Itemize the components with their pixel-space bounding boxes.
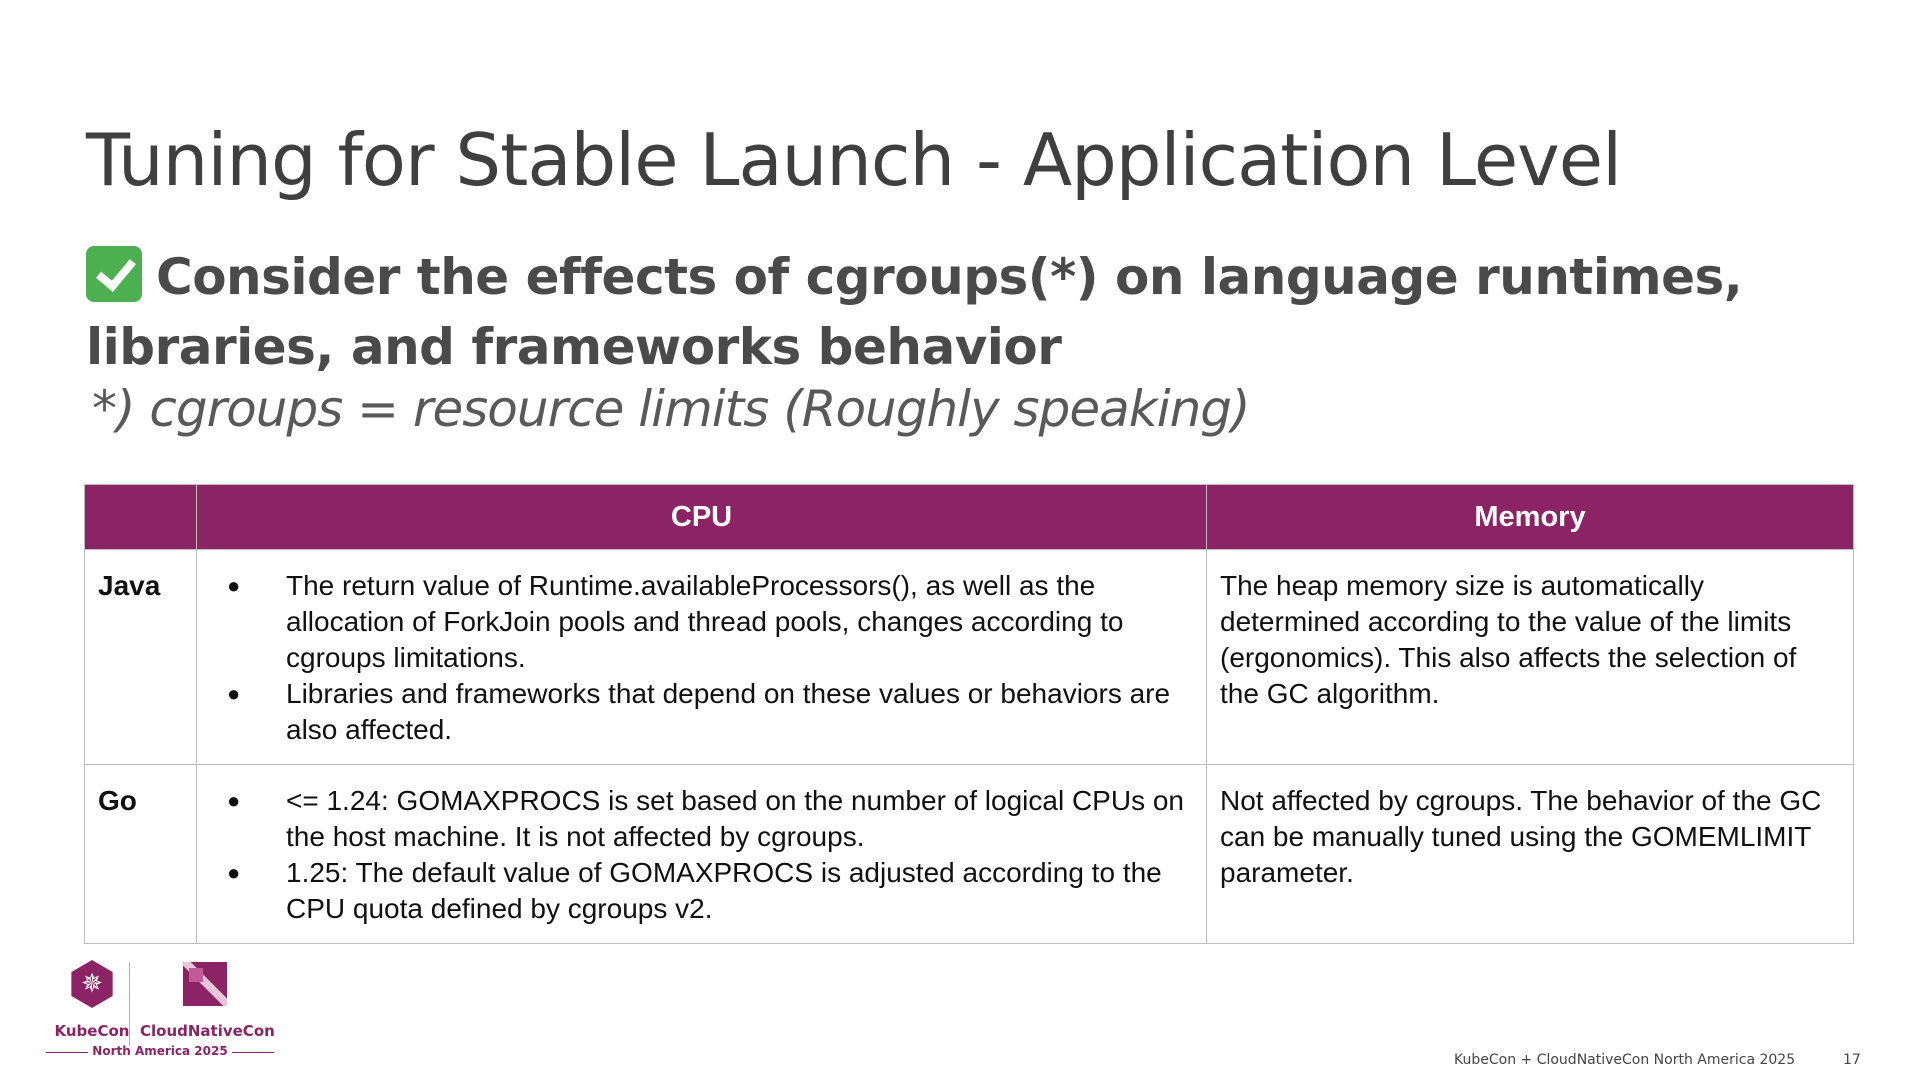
- table-header-row: [85, 485, 1854, 550]
- go-cpu-list: [227, 783, 1194, 927]
- event-region: North America 2025: [44, 1044, 276, 1058]
- cncf-square-icon: [183, 962, 227, 1006]
- footer-event-name: KubeCon + CloudNativeCon North America 2025: [1454, 1052, 1796, 1068]
- header-corner: [85, 485, 197, 550]
- slide-title: Tuning for Stable Launch - Application Level: [86, 118, 1622, 202]
- list-item: ● The return value of Runtime.availableProcessors(), as well as the allocation of ForkJoin pools and thread pools, changes according to cgroups limitations.: [227, 568, 1194, 676]
- cloudnativecon-logo: [140, 960, 275, 1040]
- go-cpu-cell: [197, 765, 1207, 944]
- go-memory-cell: Not affected by cgroups. The behavior of the GC can be manually tuned using the GOMEMLIMIT parameter.: [1207, 765, 1854, 944]
- kubecon-wordmark: KubeCon: [54, 1022, 130, 1040]
- table-row-java: [85, 550, 1854, 765]
- kubernetes-helm-icon: [68, 960, 116, 1008]
- row-label-java: Java: [85, 550, 197, 765]
- list-item: ● Libraries and frameworks that depend on these values or behaviors are also affected.: [227, 676, 1194, 748]
- logo-divider: [129, 962, 130, 1046]
- event-logo: [44, 960, 276, 1060]
- list-item: ● <= 1.24: GOMAXPROCS is set based on the number of logical CPUs on the host machine. It is not affected by cgroups.: [227, 783, 1194, 855]
- page-number: 17: [1843, 1052, 1861, 1068]
- header-memory: Memory: [1207, 485, 1854, 550]
- java-memory-cell: The heap memory size is automatically determined according to the value of the limits (ergonomics). This also affects the selection of the GC algorithm.: [1207, 550, 1854, 765]
- list-item: ● 1.25: The default value of GOMAXPROCS is adjusted according to the CPU quota defined by cgroups v2.: [227, 855, 1194, 927]
- cloudnativecon-wordmark: CloudNativeCon: [140, 1022, 275, 1040]
- java-cpu-list: [227, 568, 1194, 748]
- cgroups-note: *) cgroups = resource limits (Roughly speaking): [92, 380, 1250, 438]
- subtitle-text: Consider the effects of cgroups(*) on language runtimes, libraries, and frameworks behavior: [86, 248, 1743, 376]
- kubecon-logo: [54, 960, 130, 1040]
- runtime-comparison-table: [84, 484, 1854, 944]
- check-mark-icon: [86, 246, 142, 302]
- header-cpu: CPU: [197, 485, 1207, 550]
- java-cpu-cell: [197, 550, 1207, 765]
- table-row-go: [85, 765, 1854, 944]
- slide-subtitle: [86, 242, 1846, 382]
- row-label-go: Go: [85, 765, 197, 944]
